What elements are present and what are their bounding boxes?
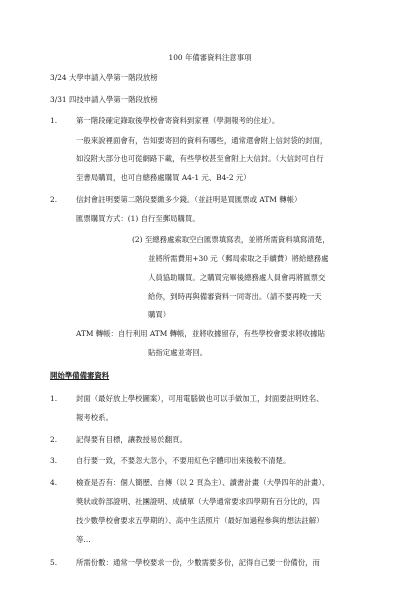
paragraph-line: (2) 至總務處索取空白匯票填寫表，並將所需資料填寫清楚， [132,235,330,244]
paragraph-line: 給你，到時再與備審資料一同寄出。（請不要再晚一天 [148,292,322,301]
section-heading: 開始準備備審資料 [50,371,110,380]
paragraph-line: 獎狀或幹部證明、社團證明、成績單（大學通常要求四學期有百分比的，四 [76,497,320,506]
paragraph-line: 所需份數：通常一學校要求一份，少數需要多份，記得自己要一份備份，而 [76,558,320,567]
item-number: 1. [50,116,58,125]
paragraph-line: 封面（最好放上學校圖案），可用電腦做也可以手做加工，封面要註明姓名、 [76,394,324,403]
item-number: 3. [50,456,58,465]
item-number: 2. [50,435,58,444]
paragraph-line: ATM 轉帳：自行利用 ATM 轉帳，並將收據留存，有些學校會要求將收據貼 [76,329,325,338]
paragraph-line: 購買） [148,310,171,319]
paragraph-line: 自行要一致，不要忽大忽小，不要用紅色字體印出來後較不清楚。 [76,456,291,465]
date-line: 3/31 四技申請入學第一階段放榜 [50,95,158,104]
item-number: 1. [50,394,58,403]
paragraph-line: 等… [76,535,91,544]
paragraph-line: 記得要有目標，讓教授易於翻頁。 [76,435,187,444]
item-number: 5. [50,558,58,567]
paragraph-line: 報考校系。 [76,413,113,422]
page-title: 100 年備審資料注意事項 [168,53,252,62]
paragraph-line: 技少數學校會要求五學期的）、高中生活照片（最好加過程參與的想法註解） [76,516,324,525]
date-line: 3/24 大學申請入學第一階段放榜 [50,73,158,82]
paragraph-line: 一般來說裡面會有，告知要寄回的資料有哪些，通常還會附上信封袋的封面， [76,136,328,145]
item-number: 4. [50,478,58,487]
paragraph-line: 如沒附大部分也可從網路下載，有些學校甚至會附上大信封。（大信封可自行 [76,154,324,163]
paragraph-line: 信封會註明要第二階段要繳多少錢。（並註明是買匯票或 ATM 轉帳） [76,195,302,204]
paragraph-line: 檢查是否有：個人簡歷、自傳（以 2 頁為主）、讀書計畫（大學四年的計畫）、 [76,478,330,487]
paragraph-line: 匯票購買方式：(1) 自行至郵局購買。 [76,214,200,223]
paragraph-line: 並將所需費用+30 元（郵局索取之手續費）將給總務處 [148,254,329,263]
paragraph-line: 人員協助購買。之購買完畢後總務處人員會再將匯票交 [148,273,326,282]
paragraph-line: 至書局購買，也可自總務處購買 A4-1 元、B4-2 元） [76,173,251,182]
paragraph-line: 貼指定處並寄回。 [148,348,208,357]
item-number: 2. [50,195,58,204]
paragraph-line: 第一階段確定錄取後學校會寄資料到家裡（學測報考的住址）。 [76,116,280,125]
